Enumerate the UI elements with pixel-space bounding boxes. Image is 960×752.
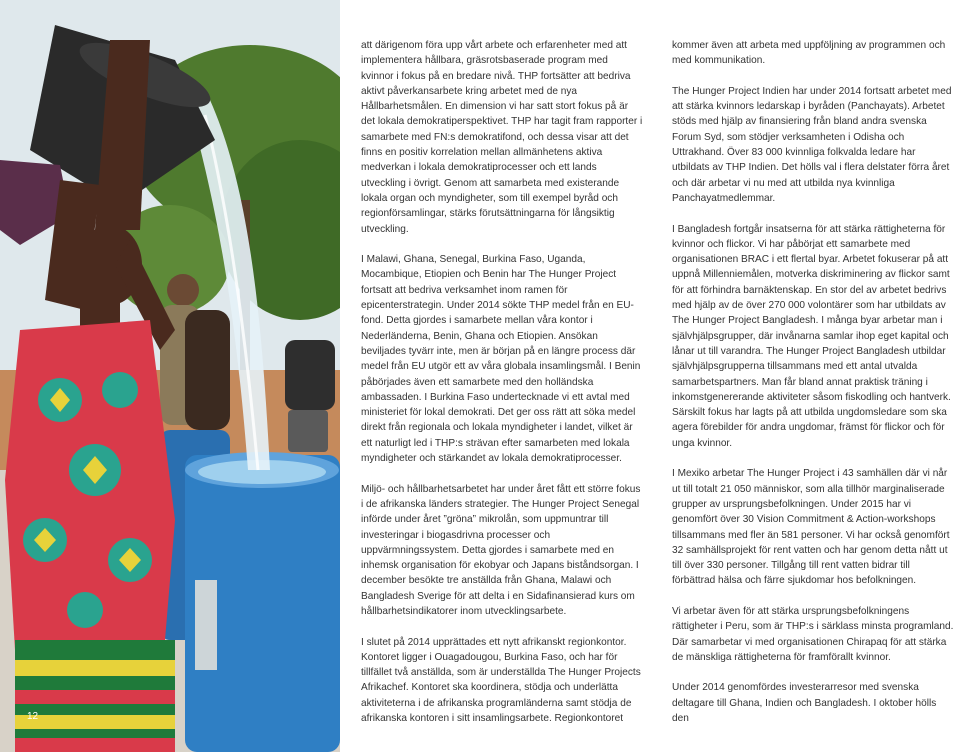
article-text-area [340, 0, 960, 752]
paragraph: I Malawi, Ghana, Senegal, Burkina Faso, Uganda, Mocambique, Etiopien och Benin har The Hunger Project fortsatt att bedriva verksamhet inom ramen för epicenterstrategin. Under 2014 sökte THP medel från en EU-fond. Detta gjordes i samarbete mellan våra kontor i Nederländerna, Benin, Ghana och Etiopien. Ansökan beviljades tyvärr inte, men är början på en längre process där medel från EU utgör ett av våra globala insamlingsmål. I Benin påbörjades även ett samarbete med den holländska ambassaden. I Burkina Faso undertecknade vi ett avtal med ministeriet för lokal demokrati. Det ger oss rätt att söka medel direkt från regionala och lokala myndigheter i landet, vilket är ett naturligt led i THP:s strävan efter samarbeten med lokala myndigheter och stärkandet av lokala demokratiprocesser. [361, 254, 641, 465]
photo-woman-pouring-water [0, 0, 340, 752]
paragraph: Vi arbetar även för att stärka ursprungsbefolkningens rättigheter i Peru, som är THP:s i särklass minsta programland. Där samarbetar vi med organisationen Chirapaq för att stärka de mänskliga rättigheterna för framförallt kvinnor. [672, 605, 954, 663]
paragraph: The Hunger Project Indien har under 2014 fortsatt arbetet med att stärka kvinnors ledarskap i byråden (Panchayats). Arbetet stöds med hjälp av finansiering från bland andra svenska Forum Syd, som stödjer verksamheten i Odisha och Uttrakhand. Över 83 000 kvinnliga folkvalda ledare har utbildats av THP Indien. Det hölls val i flera delstater förra året och där arbetar vi nu med att utbilda nya kvinnliga Panchayatmedlemmar. [672, 85, 952, 204]
page-number: 12 [27, 711, 39, 722]
paragraph: Under 2014 genomfördes investerarresor med svenska deltagare till Ghana, Indien och Bangladesh. I oktober hölls den [672, 682, 937, 725]
text-column-left [361, 38, 643, 726]
paragraph: kommer även att arbeta med uppföljning av programmen och med kommunikation. [672, 40, 946, 67]
paragraph: I slutet på 2014 upprättades ett nytt afrikanskt regionkontor. Kontoret ligger i Ouagadougou, Burkina Faso, och har för tillfället två anställda, som är underställda The Hunger Projects Afrikachef. Kontoret ska koordinera, stödja och underlätta aktiviteterna i de afrikanska programländerna samt stödja de afrikanska kontoren i sitt insamlingsarbete. Regionkontoret [361, 636, 641, 725]
paragraph: Miljö- och hållbarhetsarbetet har under året fått ett större fokus i de afrikanska länders strategier. The Hunger Project Senegal införde under året ”gröna” mikrolån, som uppmuntrar till investeringar i biogasdrivna processer och uppvärmningssystem. Detta gjordes i samarbete med en inhemsk organisation för ekobyar och Japans biståndsorgan. I december besökte tre anställda från Ghana, Malawi och Bangladesh Sverige för att delta i en Sidafinansierad kurs om hållbarhetsindikatorer inom utvecklingsarbete. [361, 483, 641, 617]
paragraph: att därigenom föra upp vårt arbete och erfarenheter med att implementera hållbara, gräsrotsbaserade program med kvinnor i fokus på en bredare nivå. THP fortsätter att bedriva aktivt påverkansarbete kring arbetet med de nya Hållbarhetsmålen. En dimension vi har satt stort fokus på är det lokala demokratiperspektivet. THP har tagit fram rapporter i samarbete med FN:s demokratifond, och dessa visar att det finns en positiv korrelation mellan allmänhetens aktiva medverkan i lokala demokratiprocesser och ett lands utveckling i övrigt. Genom att samarbeta med existerande lokala organ och myndigheter, som till exempel byråd och regionförsamlingar, stärks förutsättningarna för långsiktig utveckling. [361, 40, 643, 235]
paragraph: I Bangladesh fortgår insatserna för att stärka rättigheterna för kvinnor och flickor. Vi har påbörjat ett samarbete med organisationen BRAC i ett flertal byar. Arbetet fokuserar på att uppnå Millenniemålen, motverka diskriminering av flickor samt för att förhindra barnäktenskap. En stor del av arbetet bedrivs med hjälp av de över 270 000 volontärer som har utbildats av The Hunger Project Bangladesh. I många byar arbetar man i självhjälpsgrupper, där invånarna samlar ihop eget kapital och lånar ut till varandra. The Hunger Project Bangladesh utbildar självhjälpsgrupperna tillsammans med ett antal utvalda samarbetspartners. Man får bland annat praktisk träning i inkomstgenererande aktiviteter såsom fiskodling och hantverk. Särskilt fokus har lagts på att utbilda ungdomsledare som ska agera förebilder för andra ungdomar, främst för flickor och för unga kvinnor. [672, 223, 951, 449]
text-column-right [672, 38, 954, 726]
paragraph: I Mexiko arbetar The Hunger Project i 43 samhällen där vi når ut till totalt 21 050 människor, som alla tillhör marginaliserade grupper av ursprungsbefolkningen. Under 2015 har vi genomfört över 30 Vision Commitment & Action-workshops tillsammans med fler än 581 personer. Vi har också genomfört 32 samhällsprojekt för rent vatten och har genom detta nått ut till över 330 personer. Tillgång till rent vatten bidrar till förbättrad hälsa och färre sjukdomar hos befolkningen. [672, 468, 950, 587]
photo-illustration [0, 0, 340, 752]
